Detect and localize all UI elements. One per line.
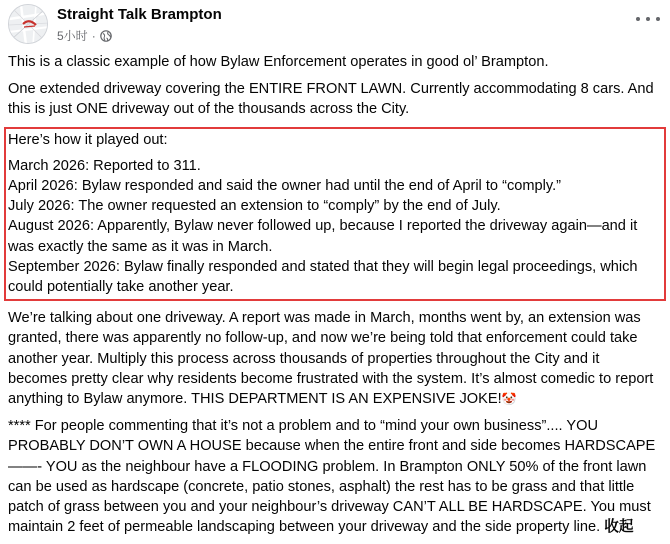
more-dot — [636, 17, 640, 21]
highlighted-timeline — [4, 127, 666, 302]
timeline-entry: July 2026: The owner requested an extension to “comply” by the end of July. — [8, 198, 501, 215]
post-paragraph-intro: This is a classic example of how Bylaw Enforcement operates in good ol’ Brampton. — [8, 54, 549, 70]
globe-icon[interactable] — [100, 30, 112, 42]
followup-text: **** For people commenting that it’s not a problem and to “mind your own business”.... YOU PROBABLY DON’T OWN A HOUSE because when the entire front and side becomes HARDSCAPE ——- YOU as the neighbour have a FLOODING problem. In Brampton ONLY 50% of the front lawn can be used as hardscape (concrete, patio stones, asphalt) the rest has to be grass and that little patch of grass between you and your neighbour’s driveway CAN’T ALL BE HARDSCAPE. You must maintain 2 feet of permeable landscaping between your driveway and the side property line. — [8, 418, 656, 536]
timeline-entry: September 2026: Bylaw finally responded and stated that they will begin legal proceedings, which could potentially take another year. — [8, 258, 638, 296]
timeline-entry: March 2026: Reported to 311. — [8, 157, 201, 174]
post-paragraph-followup — [8, 416, 662, 537]
post-timestamp[interactable]: 5小时 — [57, 29, 88, 43]
timeline-entry: August 2026: Apparently, Bylaw never followed up, because I reported the driveway again—and it was exactly the same as it was in March. — [8, 218, 638, 255]
more-options-icon[interactable] — [636, 12, 660, 26]
clown-emoji: 🤡 — [501, 392, 517, 407]
timeline-list — [8, 156, 662, 297]
post-body — [8, 52, 662, 544]
post-paragraph-commentary — [8, 308, 662, 409]
page-avatar[interactable] — [8, 4, 48, 44]
map-logo-avatar — [9, 5, 48, 44]
meta-separator: · — [91, 28, 96, 43]
more-dot — [656, 17, 660, 21]
post-paragraph-driveway: One extended driveway covering the ENTIRE FRONT LAWN. Currently accommodating 8 cars. And this is just ONE driveway out of the thousands across the City. — [8, 81, 654, 118]
timeline-intro: Here’s how it played out: — [8, 131, 168, 148]
post-header — [8, 4, 662, 44]
page-name[interactable]: Straight Talk Brampton — [57, 6, 222, 23]
commentary-text: We’re talking about one driveway. A report was made in March, months went by, an extension was granted, there was apparently no follow-up, and now we’re being told that enforcement could take another year. Multiply this process across thousands of properties throughout the City and it becomes pretty clear why residents become frustrated with the system. It’s almost comedic to report anything to Bylaw anymore. THIS DEPARTMENT IS AN EXPENSIVE JOKE! — [8, 310, 654, 408]
see-less-button[interactable]: 收起 — [604, 519, 634, 536]
more-dot — [646, 17, 650, 21]
timeline-entry: April 2026: Bylaw responded and said the owner had until the end of April to “comply.” — [8, 178, 561, 195]
post-meta — [57, 27, 112, 44]
